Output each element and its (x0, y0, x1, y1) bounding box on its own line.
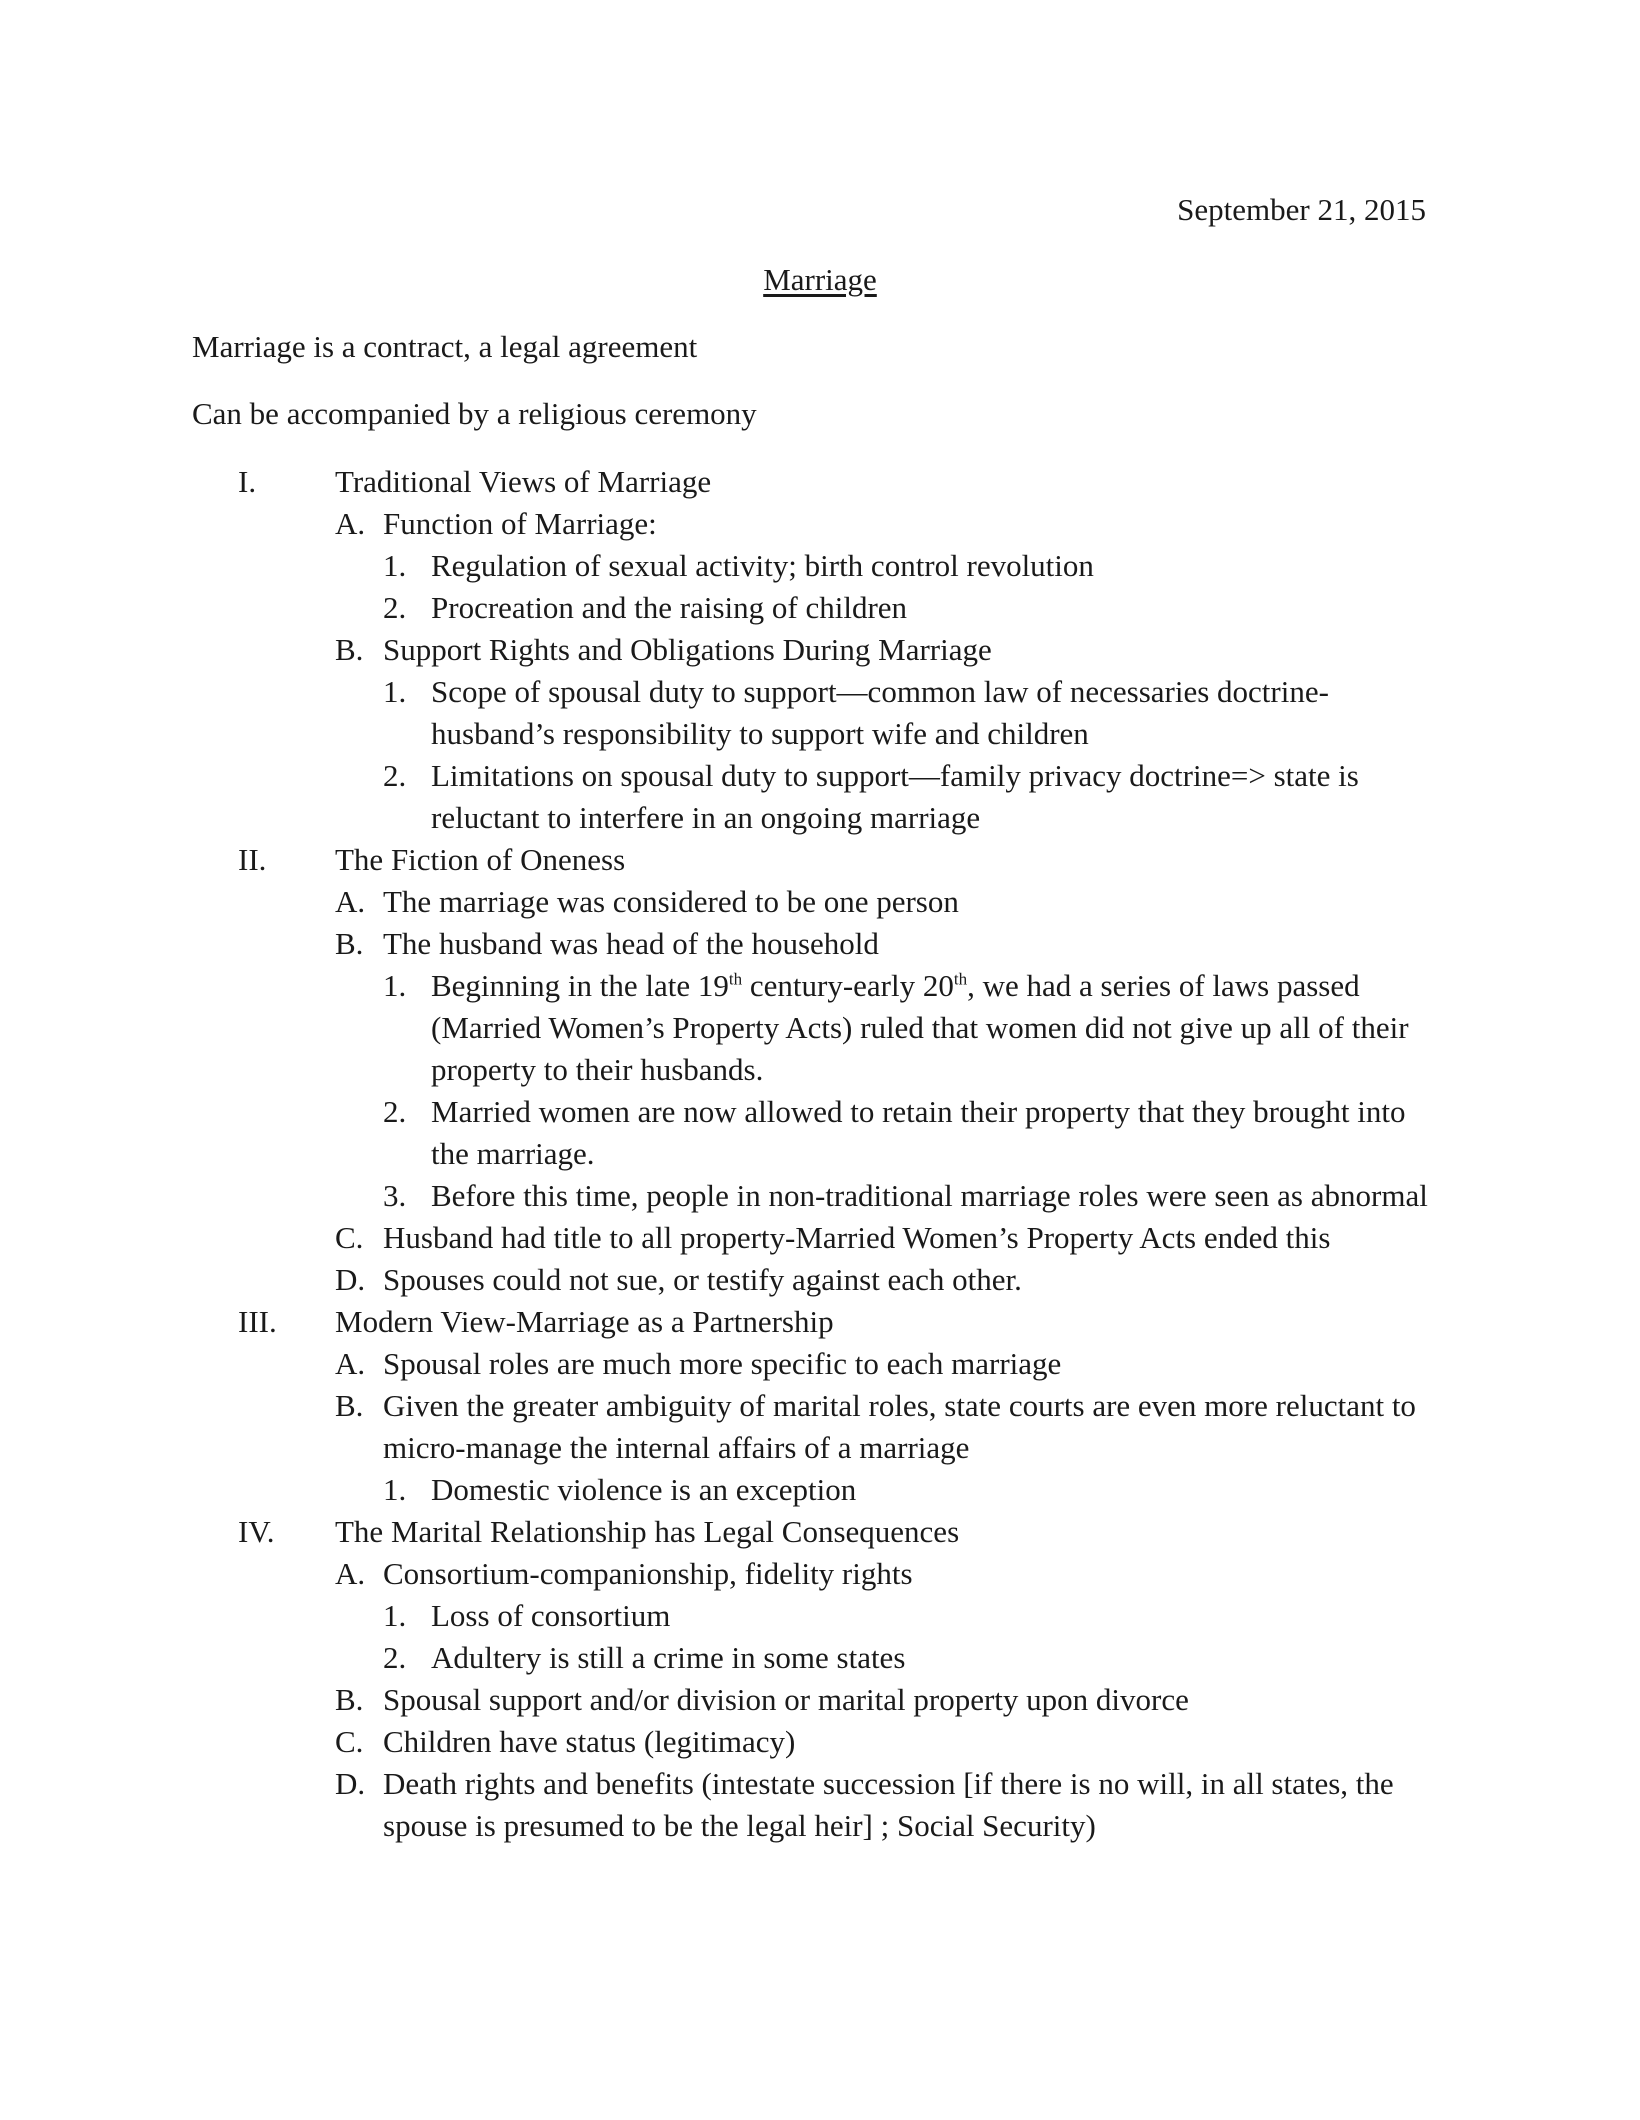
outline-text: The husband was head of the household (383, 926, 879, 961)
outline-point (0, 1469, 1640, 1511)
outline-text: Modern View-Marriage as a Partnership (335, 1304, 834, 1339)
outline-marker: A. (335, 1556, 366, 1591)
outline-marker: B. (335, 926, 364, 961)
outline-subitem (0, 1385, 1640, 1469)
outline-text: Traditional Views of Marriage (335, 464, 712, 499)
outline-text: Before this time, people in non-traditional marriage roles were seen as abnormal (431, 1178, 1428, 1213)
text-fragment: , we had a series of laws passed (Married Women’s Property Acts) ruled that women did not give up all of their property to their husbands. (431, 968, 1409, 1087)
document-title: Marriage (763, 262, 877, 297)
outline-text: Support Rights and Obligations During Marriage (383, 632, 992, 667)
outline-point (0, 965, 1640, 1091)
outline-section (0, 1301, 1640, 1343)
outline-text: Procreation and the raising of children (431, 590, 908, 625)
outline-point (0, 755, 1640, 839)
outline-marker: A. (335, 506, 366, 541)
outline-text: Regulation of sexual activity; birth control revolution (431, 548, 1094, 583)
intro-paragraph-2: Can be accompanied by a religious ceremony (192, 396, 757, 431)
outline-marker: A. (335, 1346, 366, 1381)
outline-text: The Fiction of Oneness (335, 842, 626, 877)
outline-marker: 1. (383, 968, 407, 1003)
outline-text: Spousal support and/or division or marital property upon divorce (383, 1682, 1189, 1717)
outline-marker: B. (335, 1388, 364, 1423)
outline-text: Domestic violence is an exception (431, 1472, 857, 1507)
outline-text: Children have status (legitimacy) (383, 1724, 796, 1759)
outline-text (431, 965, 1436, 1091)
outline-marker: D. (335, 1766, 366, 1801)
outline-subitem (0, 1217, 1640, 1259)
outline-text: Limitations on spousal duty to support—family privacy doctrine=> state is reluctant to interfere in an ongoing marriage (431, 758, 1359, 835)
outline-point (0, 545, 1640, 587)
outline-subitem (0, 503, 1640, 545)
outline-text: Function of Marriage: (383, 506, 657, 541)
outline-marker: 3. (383, 1178, 407, 1213)
outline-marker: C. (335, 1724, 364, 1759)
outline-marker: IV. (238, 1514, 275, 1549)
outline-point (0, 587, 1640, 629)
outline-marker: C. (335, 1220, 364, 1255)
text-fragment: Beginning in the late 19 (431, 968, 729, 1003)
outline-marker: 1. (383, 1472, 407, 1507)
outline-marker: 2. (383, 1094, 407, 1129)
outline-point (0, 1175, 1640, 1217)
outline-marker: 1. (383, 674, 407, 709)
outline-text: The marriage was considered to be one person (383, 884, 959, 919)
outline-text: Husband had title to all property-Married Women’s Property Acts ended this (383, 1220, 1331, 1255)
outline-point (0, 671, 1640, 755)
outline-text: Spousal roles are much more specific to each marriage (383, 1346, 1062, 1381)
outline-marker: III. (238, 1304, 277, 1339)
outline-marker: B. (335, 632, 364, 667)
outline-section (0, 1511, 1640, 1553)
outline-marker: 1. (383, 1598, 407, 1633)
text-fragment: century-early 20 (742, 968, 954, 1003)
outline-section (0, 839, 1640, 881)
outline-subitem (0, 1259, 1640, 1301)
outline-subitem (0, 1679, 1640, 1721)
outline-marker: A. (335, 884, 366, 919)
outline-text: Scope of spousal duty to support—common law of necessaries doctrine-husband’s responsibility to support wife and children (431, 674, 1329, 751)
outline-subitem (0, 923, 1640, 965)
outline-marker: 2. (383, 590, 407, 625)
outline-marker: D. (335, 1262, 366, 1297)
outline-subitem (0, 881, 1640, 923)
outline-point (0, 1091, 1640, 1175)
outline-marker: 2. (383, 758, 407, 793)
intro-paragraph-1: Marriage is a contract, a legal agreement (192, 329, 698, 364)
outline-text: The Marital Relationship has Legal Consequences (335, 1514, 960, 1549)
document-date: September 21, 2015 (1177, 192, 1426, 227)
outline-text: Consortium-companionship, fidelity rights (383, 1556, 913, 1591)
outline-subitem (0, 1721, 1640, 1763)
outline-subitem (0, 1553, 1640, 1595)
outline-text: Spouses could not sue, or testify against each other. (383, 1262, 1022, 1297)
outline-point (0, 1595, 1640, 1637)
outline-subitem (0, 1343, 1640, 1385)
outline-marker: 1. (383, 548, 407, 583)
ordinal-superscript: th (728, 969, 743, 989)
ordinal-superscript: th (953, 969, 968, 989)
outline-subitem (0, 629, 1640, 671)
outline-marker: B. (335, 1682, 364, 1717)
outline-text: Married women are now allowed to retain their property that they brought into the marriage. (431, 1094, 1406, 1171)
outline-marker: I. (238, 464, 257, 499)
outline-subitem (0, 1763, 1640, 1847)
outline-text: Loss of consortium (431, 1598, 671, 1633)
outline-marker: II. (238, 842, 267, 877)
outline-list (0, 461, 1640, 1847)
outline-section (0, 461, 1640, 503)
outline-text: Given the greater ambiguity of marital roles, state courts are even more reluctant to micro-manage the internal affairs of a marriage (383, 1388, 1416, 1465)
outline-point (0, 1637, 1640, 1679)
outline-text: Adultery is still a crime in some states (431, 1640, 906, 1675)
outline-marker: 2. (383, 1640, 407, 1675)
outline-text: Death rights and benefits (intestate succession [if there is no will, in all states, the spouse is presumed to be the legal heir] ; Social Security) (383, 1766, 1394, 1843)
